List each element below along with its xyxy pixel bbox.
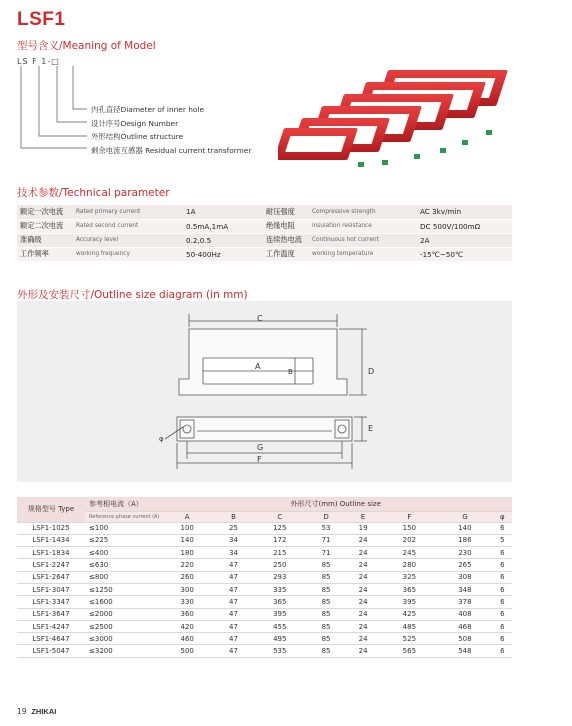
dim-cell: 85 <box>308 596 345 608</box>
dim-cell: 202 <box>382 534 438 546</box>
dim-cell: 100 <box>159 522 215 534</box>
dim-cell: 19 <box>345 522 382 534</box>
dim-cell: 47 <box>215 633 252 645</box>
dim-cell: 24 <box>345 608 382 620</box>
tech-row <box>17 205 512 219</box>
model-legend-lines <box>17 66 97 154</box>
size-table <box>17 497 512 658</box>
dim-cell: 24 <box>345 596 382 608</box>
legend-design-number: 设计序号Design Number <box>91 119 179 128</box>
tech-label-en: working temperature <box>309 247 417 261</box>
legend-inner-hole: 内孔直径Diameter of inner hole <box>91 105 205 114</box>
dim-cell: 172 <box>252 534 308 546</box>
dim-cell: 420 <box>159 620 215 632</box>
tech-value: AC 3kv/min <box>417 205 512 219</box>
model-section-heading: 型号含义/Meaning of Model <box>17 40 156 52</box>
dim-label-g: G <box>257 443 264 452</box>
dim-cell: 34 <box>215 534 252 546</box>
dim-cell: 85 <box>308 620 345 632</box>
dim-cell: 85 <box>308 559 345 571</box>
dim-cell: 47 <box>215 608 252 620</box>
table-row <box>17 534 512 546</box>
tech-value: -15℃~50℃ <box>417 247 512 261</box>
dim-cell: 348 <box>437 583 493 595</box>
type-cell: LSF1-2647 <box>17 571 85 583</box>
tech-label-en: Rated primary current <box>73 205 183 219</box>
dim-cell: 6 <box>493 559 512 571</box>
table-row <box>17 633 512 645</box>
dim-cell: 140 <box>437 522 493 534</box>
type-cell: LSF1-4647 <box>17 633 85 645</box>
dim-cell: 265 <box>437 559 493 571</box>
dim-cell: 24 <box>345 645 382 657</box>
dim-cell: 47 <box>215 620 252 632</box>
tech-label-zh: 工作温度 <box>263 247 309 261</box>
outline-diagram <box>17 301 512 482</box>
header-outline-size: 外形尺寸(mm) Outline size <box>159 497 512 511</box>
dim-cell: 85 <box>308 633 345 645</box>
table-row <box>17 522 512 534</box>
dim-cell: 24 <box>345 633 382 645</box>
dim-cell: 293 <box>252 571 308 583</box>
dim-cell: 71 <box>308 547 345 559</box>
legend-outline-structure: 外形结构Outline structure <box>91 132 184 141</box>
header-dim-6: G <box>437 511 493 522</box>
dim-cell: 325 <box>382 571 438 583</box>
dim-cell: 24 <box>345 571 382 583</box>
dim-cell: 24 <box>345 534 382 546</box>
dim-label-f: F <box>257 455 262 464</box>
dim-cell: 53 <box>308 522 345 534</box>
tech-label-en: Rated second current <box>73 219 183 233</box>
ref-current-cell: ≤630 <box>85 559 159 571</box>
tech-section-heading: 技术参数/Technical parameter <box>17 187 170 199</box>
dim-cell: 6 <box>493 571 512 583</box>
tech-label-zh: 连续热电流 <box>263 233 309 247</box>
dim-label-b: B <box>288 368 293 376</box>
tech-label-en: Accuracy level <box>73 233 183 247</box>
dim-cell: 47 <box>215 596 252 608</box>
type-cell: LSF1-3047 <box>17 583 85 595</box>
dim-label-a: A <box>255 362 261 371</box>
ref-current-cell: ≤400 <box>85 547 159 559</box>
tech-row <box>17 233 512 247</box>
dim-cell: 308 <box>437 571 493 583</box>
dim-label-d: D <box>368 367 375 376</box>
table-row <box>17 559 512 571</box>
dim-cell: 535 <box>252 645 308 657</box>
tech-label-zh: 绝缘电阻 <box>263 219 309 233</box>
dim-cell: 500 <box>159 645 215 657</box>
dim-cell: 140 <box>159 534 215 546</box>
type-cell: LSF1-4247 <box>17 620 85 632</box>
table-row <box>17 571 512 583</box>
dim-cell: 408 <box>437 608 493 620</box>
table-row <box>17 596 512 608</box>
header-type: 规格型号 Type <box>17 497 85 522</box>
tech-value: 2A <box>417 233 512 247</box>
dim-cell: 125 <box>252 522 308 534</box>
dim-cell: 548 <box>437 645 493 657</box>
type-cell: LSF1-1025 <box>17 522 85 534</box>
dim-cell: 495 <box>252 633 308 645</box>
model-code: LS F 1-□ <box>17 57 60 66</box>
product-photo <box>278 70 518 170</box>
dim-cell: 6 <box>493 547 512 559</box>
dim-cell: 24 <box>345 559 382 571</box>
ref-current-cell: ≤225 <box>85 534 159 546</box>
ref-current-cell: ≤2000 <box>85 608 159 620</box>
tech-value: 50-400Hz <box>183 247 263 261</box>
header-ref-current: 参考相电流（A） <box>85 497 159 511</box>
dim-cell: 365 <box>382 583 438 595</box>
tech-value: 0.2,0.5 <box>183 233 263 247</box>
dim-cell: 508 <box>437 633 493 645</box>
header-dim-5: F <box>382 511 438 522</box>
dim-cell: 85 <box>308 608 345 620</box>
header-dim-1: B <box>215 511 252 522</box>
brand-name: ZHIKAI <box>31 707 57 716</box>
dim-cell: 6 <box>493 633 512 645</box>
tech-value: DC 500V/100mΩ <box>417 219 512 233</box>
table-row <box>17 645 512 657</box>
page-footer <box>17 707 56 716</box>
dim-cell: 85 <box>308 583 345 595</box>
dim-cell: 335 <box>252 583 308 595</box>
dim-cell: 365 <box>252 596 308 608</box>
tech-label-zh: 额定一次电流 <box>17 205 73 219</box>
dim-cell: 6 <box>493 522 512 534</box>
dim-cell: 260 <box>159 571 215 583</box>
tech-label-zh: 额定二次电流 <box>17 219 73 233</box>
dim-cell: 395 <box>252 608 308 620</box>
dim-cell: 24 <box>345 620 382 632</box>
tech-label-zh: 准确级 <box>17 233 73 247</box>
dim-cell: 565 <box>382 645 438 657</box>
dim-cell: 6 <box>493 596 512 608</box>
dim-cell: 180 <box>159 547 215 559</box>
tech-value: 0.5mA,1mA <box>183 219 263 233</box>
dim-cell: 47 <box>215 571 252 583</box>
ref-current-cell: ≤3200 <box>85 645 159 657</box>
ref-current-cell: ≤1600 <box>85 596 159 608</box>
ref-current-cell: ≤2500 <box>85 620 159 632</box>
table-row <box>17 583 512 595</box>
dim-cell: 230 <box>437 547 493 559</box>
dim-cell: 220 <box>159 559 215 571</box>
type-cell: LSF1-3647 <box>17 608 85 620</box>
dim-cell: 455 <box>252 620 308 632</box>
table-row <box>17 608 512 620</box>
legend-residual-transformer: 剩余电流互感器 Residual current transformer <box>91 146 252 155</box>
dim-cell: 47 <box>215 559 252 571</box>
dim-cell: 300 <box>159 583 215 595</box>
dim-cell: 330 <box>159 596 215 608</box>
dim-cell: 85 <box>308 571 345 583</box>
table-row <box>17 620 512 632</box>
header-ref-current-en: Reference phase current (A) <box>85 511 159 522</box>
type-cell: LSF1-3347 <box>17 596 85 608</box>
header-dim-0: A <box>159 511 215 522</box>
type-cell: LSF1-2247 <box>17 559 85 571</box>
dim-label-c: C <box>257 314 263 323</box>
tech-label-zh: 工作频率 <box>17 247 73 261</box>
tech-label-en: Continuous hot current <box>309 233 417 247</box>
header-dim-4: E <box>345 511 382 522</box>
dim-cell: 5 <box>493 534 512 546</box>
dim-cell: 34 <box>215 547 252 559</box>
tech-label-en: Compressive strength <box>309 205 417 219</box>
table-row <box>17 547 512 559</box>
page-number: 19 <box>17 707 27 716</box>
dim-cell: 395 <box>382 596 438 608</box>
dim-cell: 47 <box>215 583 252 595</box>
dim-cell: 460 <box>159 633 215 645</box>
type-cell: LSF1-5047 <box>17 645 85 657</box>
header-dim-3: D <box>308 511 345 522</box>
header-dim-2: C <box>252 511 308 522</box>
dim-cell: 150 <box>382 522 438 534</box>
header-dim-7: φ <box>493 511 512 522</box>
tech-label-en: working frequency <box>73 247 183 261</box>
dim-cell: 468 <box>437 620 493 632</box>
dim-cell: 378 <box>437 596 493 608</box>
tech-label-en: insulation resistance <box>309 219 417 233</box>
dim-cell: 525 <box>382 633 438 645</box>
dim-cell: 485 <box>382 620 438 632</box>
dim-cell: 24 <box>345 583 382 595</box>
dim-label-phi: φ <box>159 435 164 443</box>
dim-cell: 280 <box>382 559 438 571</box>
dim-cell: 250 <box>252 559 308 571</box>
dim-cell: 85 <box>308 645 345 657</box>
tech-parameter-table <box>17 205 512 262</box>
outline-section-heading: 外形及安装尺寸/Outline size diagram (in mm) <box>17 289 248 301</box>
tech-label-zh: 耐压强度 <box>263 205 309 219</box>
ref-current-cell: ≤800 <box>85 571 159 583</box>
dim-cell: 215 <box>252 547 308 559</box>
ref-current-cell: ≤100 <box>85 522 159 534</box>
dim-cell: 71 <box>308 534 345 546</box>
tech-row <box>17 247 512 261</box>
tech-value: 1A <box>183 205 263 219</box>
dim-cell: 6 <box>493 608 512 620</box>
page-title: LSF1 <box>17 9 66 30</box>
dim-cell: 47 <box>215 645 252 657</box>
tech-row <box>17 219 512 233</box>
dim-cell: 24 <box>345 547 382 559</box>
dim-cell: 425 <box>382 608 438 620</box>
ref-current-cell: ≤3000 <box>85 633 159 645</box>
type-cell: LSF1-1434 <box>17 534 85 546</box>
dim-cell: 245 <box>382 547 438 559</box>
dim-cell: 6 <box>493 620 512 632</box>
dim-label-e: E <box>368 424 374 433</box>
type-cell: LSF1-1834 <box>17 547 85 559</box>
dim-cell: 360 <box>159 608 215 620</box>
dim-cell: 6 <box>493 583 512 595</box>
dim-cell: 186 <box>437 534 493 546</box>
dim-cell: 6 <box>493 645 512 657</box>
ref-current-cell: ≤1250 <box>85 583 159 595</box>
dim-cell: 25 <box>215 522 252 534</box>
